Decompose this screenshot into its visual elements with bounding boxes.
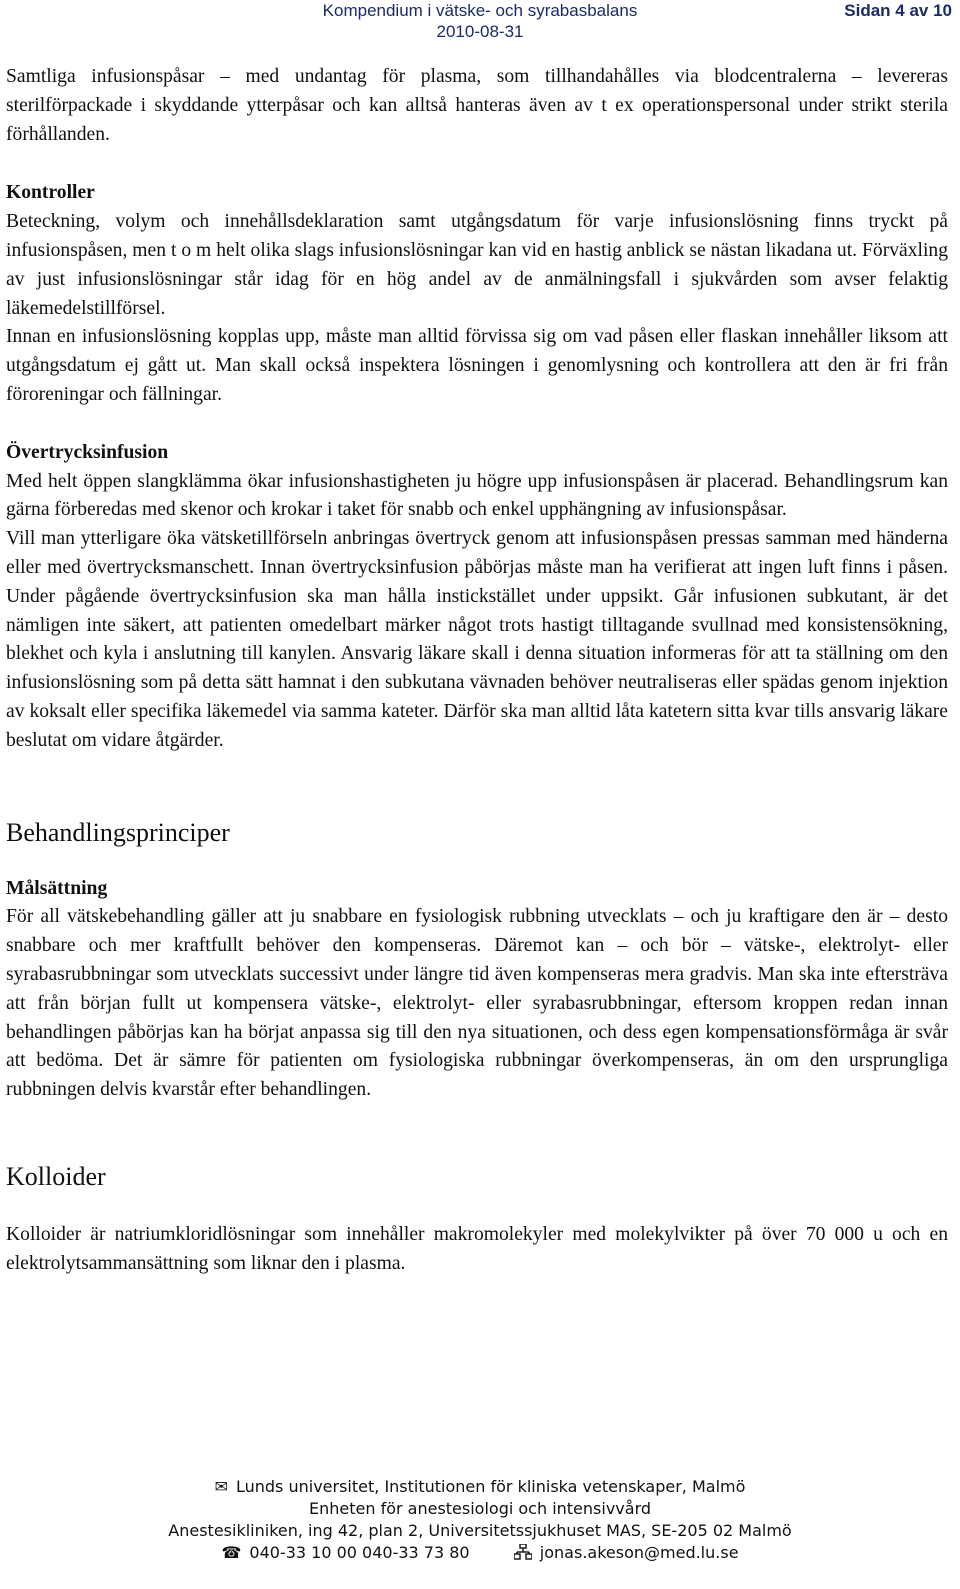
- document-body: [6, 63, 948, 1279]
- kolloider-heading: Kolloider: [6, 1161, 106, 1191]
- document-title: Kompendium i vätske- och syrabasbalans: [322, 1, 638, 20]
- kontroller-heading: Kontroller: [6, 182, 95, 204]
- kolloider-paragraph: Kolloider är natriumkloridlösningar som innehåller makromolekyler med molekylvikter på över 70 000 u och en elektrolytsammansättning som liknar den i plasma.: [6, 1223, 948, 1274]
- footer-address-line-2: Enheten för anestesiologi och intensivvård: [308, 1499, 652, 1518]
- email-link[interactable]: jonas.akeson@med.lu.se: [539, 1543, 739, 1562]
- malsattning-heading: Målsättning: [6, 877, 108, 899]
- document-date: 2010-08-31: [436, 22, 524, 41]
- phone-numbers: 040-33 10 00 040-33 73 80: [249, 1543, 470, 1562]
- overtryck-heading: Övertrycksinfusion: [6, 441, 169, 463]
- overtryck-paragraph-1: Med helt öppen slangklämma ökar infusionshastigheten ju högre upp infusionspåsen är placerad. Behandlingsrum kan gärna förberedas med skenor och krokar i taket för snabb och enkel upphängning av infusionspåsar.: [6, 470, 948, 521]
- overtryck-paragraph-2: Vill man ytterligare öka vätsketillförseln anbringas övertryck genom att infusionspåsen pressas samman med händerna eller med övertrycksmanschett. Innan övertrycksinfusion påbörjas måste man ha verifierat att ingen luft finns i påsen. Under pågående övertrycksinfusion ska man hålla instickstället under uppsikt. Går infusionen subkutant, är det nämligen inte säkert, att patienten omedelbart märker något trots hastigt tilltagande svullnad med konsistensökning, blekhet och kyla i anslutning till kanylen. Ansvarig läkare skall i denna situation informeras för att ta ställning om den infusionslösning som på detta sätt hamnat i den subkutana vävnaden behöver neutraliseras eller spädas genom injektion av koksalt eller specifika läkemedel via samma kateter. Därför ska man alltid låta katetern sitta kvar tills ansvarig läkare beslutat om vidare åtgärder.: [6, 528, 948, 751]
- envelope-icon: ✉: [214, 1477, 228, 1496]
- page-header: [0, 0, 960, 44]
- page-number: Sidan 4 av 10: [844, 1, 952, 20]
- malsattning-paragraph: För all vätskebehandling gäller att ju snabbare en fysiologisk rubbning utvecklats – och ju kraftigare den är – desto snabbare och mer kraftfullt behöver den kompenseras. Däremot kan – och bör – vätske-, elektrolyt- eller syrabasrubbningar som utvecklats successivt under längre tid även kompenseras mera gradvis. Man ska inte eftersträva att från början fullt ut kompensera vätske-, elektrolyt- eller syrabasrubbningar, eftersom kroppen redan innan behandlingen påbörjas kan ha börjat anpassa sig till den nya situationen, och dess egen kompensationsförmåga är svår att bedöma. Det är sämre för patienten om fysiologiska rubbningar överkompenseras, än om den ursprungliga rubbningen delvis kvarstår efter behandlingen.: [6, 906, 948, 1101]
- page-footer: [0, 1476, 960, 1564]
- phone-icon: ☎: [221, 1543, 242, 1562]
- footer-contact-line: [0, 1542, 960, 1564]
- footer-address-line-3: Anestesikliniken, ing 42, plan 2, Universitetssjukhuset MAS, SE-205 02 Malmö: [168, 1521, 792, 1540]
- kontroller-paragraph-1: Beteckning, volym och innehållsdeklaration samt utgångsdatum för varje infusionslösning finns tryckt på infusionspåsen, men t o m helt olika slags infusionslösningar kan vid en hastig anblick se nästan likadana ut. Förväxling av just infusionslösningar står idag för en hög andel av de anmälningsfall i sjukvården som avser felaktig läkemedelstillförsel.: [6, 211, 948, 319]
- behandling-heading: Behandlingsprinciper: [6, 817, 230, 847]
- kontroller-paragraph-2: Innan en infusionslösning kopplas upp, måste man alltid förvissa sig om vad påsen eller flaskan innehåller liksom att utgångsdatum ej gått ut. Man skall också inspektera lösningen i genomlysning och kontrollera att den är fri från föroreningar och fällningar.: [6, 326, 948, 405]
- footer-address-line-1: ✉ Lunds universitet, Institutionen för kliniska vetenskaper, Malmö: [214, 1477, 746, 1496]
- intro-paragraph: Samtliga infusionspåsar – med undantag för plasma, som tillhandahålles via blodcentralerna – levereras sterilförpackade i skyddande ytterpåsar och kan alltså hanteras även av t ex operationspersonal under strikt sterila förhållanden.: [6, 66, 948, 145]
- network-icon: [514, 1542, 532, 1564]
